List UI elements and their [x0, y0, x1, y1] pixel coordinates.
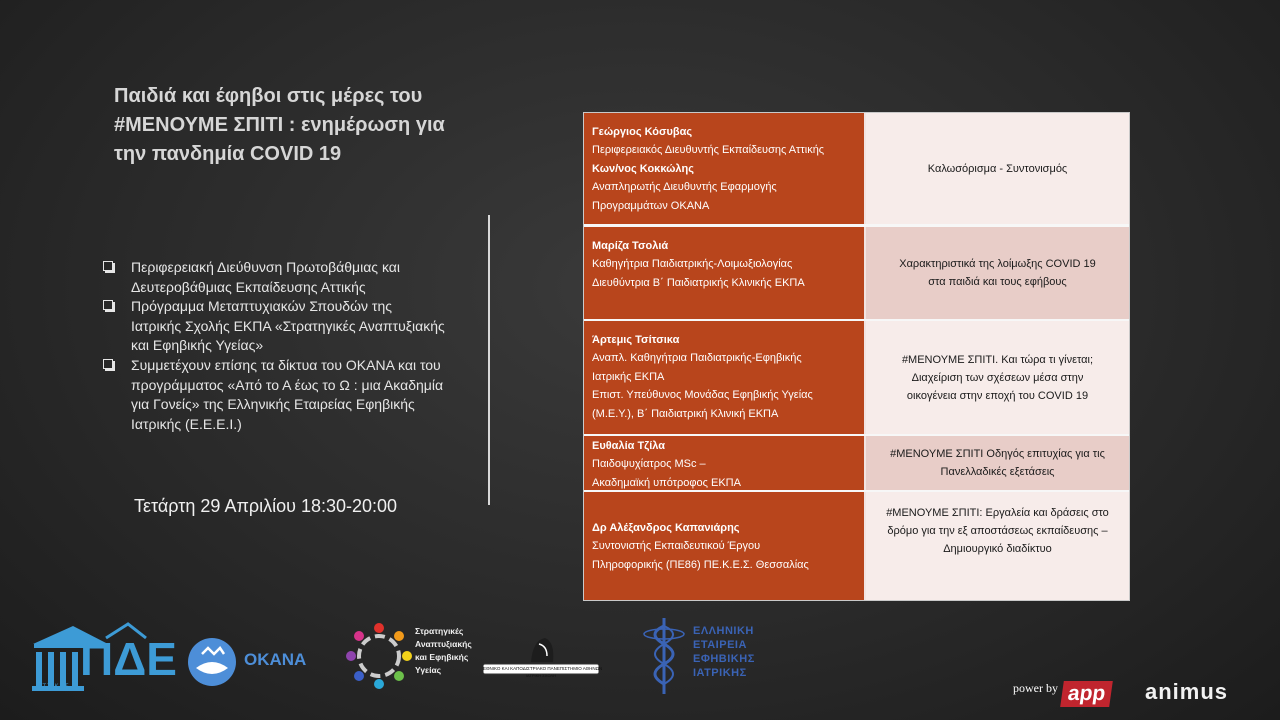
speaker-role: Συντονιστής Εκπαιδευτικού Έργου	[592, 540, 761, 553]
organizer-line: Περιφερειακή Διεύθυνση Πρωτοβάθμιας και	[131, 259, 400, 275]
okana-logo	[186, 636, 238, 688]
organizer-line: Δευτεροβάθμιας Εκπαίδευσης Αττικής	[131, 278, 366, 295]
speaker-cell	[584, 113, 864, 224]
okana-logo-text: ΟΚΑΝΑ	[244, 650, 307, 669]
title-line: την πανδημία COVID 19	[114, 143, 342, 165]
speaker-role: Προγραμμάτων ΟΚΑΝΑ	[592, 199, 710, 212]
speaker-role: Περιφερειακός Διευθυντής Εκπαίδευσης Αττικής	[592, 144, 825, 157]
strategies-logo-text	[415, 625, 472, 677]
topic-cell	[866, 436, 1129, 490]
speaker-cell	[584, 227, 864, 319]
speaker-name: Δρ Αλέξανδρος Καπανιάρης	[592, 522, 740, 534]
topic-cell	[866, 492, 1129, 600]
appanimus-app-badge: app	[1060, 681, 1113, 707]
speaker-role: Πληροφορικής (ΠΕ86) ΠΕ.Κ.Ε.Σ. Θεσσαλίας	[592, 558, 809, 571]
topic-text: #ΜΕΝΟΥΜΕ ΣΠΙΤΙ: Εργαλεία και δράσεις στο δρόμο για την εξ αποστάσεως εκπαίδευσης – Δημιουργικό διαδίκτυο	[886, 507, 1109, 555]
checkbox-icon	[103, 300, 113, 310]
schedule-row	[584, 113, 1129, 224]
topic-text: Καλωσόρισμα - Συντονισμός	[927, 162, 1068, 175]
organizer-item	[100, 356, 480, 434]
caduceus-icon	[640, 614, 688, 696]
checkbox-icon	[103, 359, 113, 369]
speaker-name: Άρτεμις Τσίτσικα	[592, 334, 680, 346]
uoa-logo-text: ΕΘΝΙΚΟ ΚΑΙ ΚΑΠΟΔΙΣΤΡΙΑΚΟ ΠΑΝΕΠΙΣΤΗΜΙΟ ΑΘΗΝΩΝ	[483, 666, 603, 671]
topic-text: Χαρακτηριστικά της λοίμωξης COVID 19 στα παιδιά και τους εφήβους	[899, 258, 1096, 288]
title-line: #ΜΕΝΟΥΜΕ ΣΠΙΤΙ : ενημέρωση για	[114, 114, 445, 136]
speaker-role: Ακαδημαϊκή υπότροφος ΕΚΠΑ	[592, 476, 741, 489]
organizer-line: Ιατρικής Σχολής ΕΚΠΑ «Στρατηγικές Αναπτυξιακής	[131, 317, 445, 334]
uoa-logo	[483, 636, 603, 680]
topic-cell	[866, 113, 1129, 224]
schedule-row	[584, 227, 1129, 319]
uoa-logo-subtext: ΙΑΤΡΙΚΗ ΣΧΟΛΗ	[525, 673, 557, 678]
eeei-logo	[640, 614, 688, 696]
organizers-list	[100, 258, 480, 434]
topic-cell	[866, 321, 1129, 434]
eeei-logo-text	[693, 624, 755, 680]
eeei-line: ΕΦΗΒΙΚΗΣ	[693, 653, 755, 665]
speaker-cell	[584, 492, 864, 600]
organizer-line: προγράμματος «Από το Α έως το Ω : μια Ακαδημία	[131, 376, 444, 393]
appanimus-animus-text: animus	[1145, 679, 1229, 704]
organizer-line: Ιατρικής (Ε.Ε.Ε.Ι.)	[131, 415, 242, 432]
speaker-cell	[584, 321, 864, 434]
schedule-row	[584, 492, 1129, 600]
checkbox-icon	[103, 261, 113, 271]
okana-emblem-icon	[186, 636, 238, 688]
topic-cell	[866, 227, 1129, 319]
schedule-row	[584, 436, 1129, 490]
organizer-line: για Γονείς» της Ελληνικής Εταιρείας Εφηβικής	[131, 396, 415, 413]
strategies-line: και Εφηβικής	[415, 652, 469, 662]
speaker-role: Παιδοψυχίατρος MSc –	[592, 458, 706, 471]
event-date: Τετάρτη 29 Απριλίου 18:30-20:00	[134, 496, 398, 516]
speaker-role: (Μ.Ε.Υ.), Β΄ Παιδιατρική Κλινική ΕΚΠΑ	[592, 407, 779, 420]
title-line: Παιδιά και έφηβοι στις μέρες του	[114, 85, 423, 107]
schedule-row	[584, 321, 1129, 434]
speaker-name: Κων/νος Κοκκώλης	[592, 162, 694, 175]
people-circle-icon	[345, 622, 413, 690]
eeei-line: ΕΛΛΗΝΙΚΗ	[693, 625, 754, 637]
organizer-item	[100, 258, 480, 297]
speaker-role: Διευθύντρια Β΄ Παιδιατρικής Κλινικής ΕΚΠΑ	[592, 276, 805, 289]
pde-logo-text: ΠΔΕ	[80, 633, 177, 685]
speaker-role: Καθηγήτρια Παιδιατρικής-Λοιμωξιολογίας	[592, 258, 793, 271]
speaker-cell	[584, 436, 864, 490]
speaker-role: Αναπληρωτής Διευθυντής Εφαρμογής	[592, 181, 777, 194]
organizer-line: Πρόγραμμα Μεταπτυχιακών Σπουδών της	[131, 298, 392, 315]
speaker-name: Μαρίζα Τσολιά	[592, 240, 669, 252]
strategies-line: Αναπτυξιακής	[415, 639, 472, 649]
power-by-label: power by	[1013, 681, 1058, 695]
organizer-line: Συμμετέχουν επίσης τα δίκτυα του ΟΚΑΝΑ και του	[131, 356, 441, 373]
speaker-role: Επιστ. Υπεύθυνος Μονάδας Εφηβικής Υγείας	[592, 389, 813, 402]
divider	[488, 215, 490, 505]
speaker-name: Γεώργιος Κόσυβας	[592, 126, 693, 138]
strategies-line: Υγείας	[415, 665, 442, 675]
slide-title	[114, 82, 514, 169]
eeei-line: ΕΤΑΙΡΕΙΑ	[693, 639, 747, 651]
speaker-role: Ιατρικής ΕΚΠΑ	[592, 370, 665, 383]
topic-text: #ΜΕΝΟΥΜΕ ΣΠΙΤΙ Οδηγός επιτυχίας για τις Πανελλαδικές εξετάσεις	[890, 448, 1105, 478]
organizer-item	[100, 297, 480, 356]
topic-text: #ΜΕΝΟΥΜΕ ΣΠΙΤΙ. Και τώρα τι γίνεται; Διαχείριση των σχέσεων μέσα στην οικογένεια στην εποχή του COVID 19	[901, 353, 1094, 402]
pde-logo-subtext: ΑΤΤΙΚΗΣ	[38, 684, 70, 690]
organizer-line: και Εφηβικής Υγείας»	[131, 337, 264, 354]
speaker-role: Αναπλ. Καθηγήτρια Παιδιατρικής-Εφηβικής	[592, 352, 802, 365]
eeei-line: ΙΑΤΡΙΚΗΣ	[693, 667, 747, 679]
strategies-line: Στρατηγικές	[415, 626, 464, 636]
speaker-name: Ευθαλία Τζίλα	[592, 440, 666, 452]
schedule-table	[583, 112, 1130, 601]
strategies-logo	[345, 622, 413, 690]
